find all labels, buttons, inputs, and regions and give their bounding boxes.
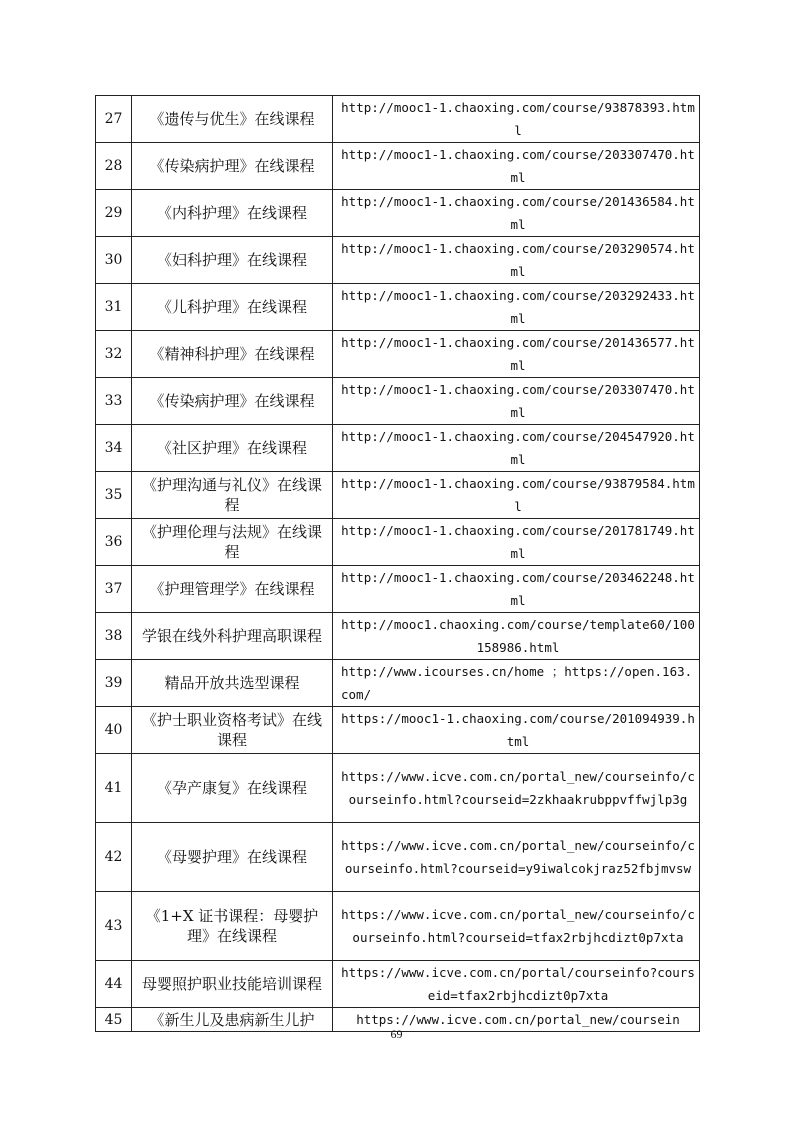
course-table — [95, 95, 700, 1032]
course-name: 《1+X 证书课程：母婴护理》在线课程 — [132, 892, 333, 961]
row-number: 44 — [96, 961, 132, 1008]
course-name: 精品开放共选型课程 — [132, 660, 333, 707]
course-name: 《护理沟通与礼仪》在线课程 — [132, 472, 333, 519]
table-row — [96, 961, 700, 1008]
course-name: 《儿科护理》在线课程 — [132, 284, 333, 331]
course-table-body — [96, 96, 700, 1032]
row-number: 45 — [96, 1008, 132, 1032]
row-number: 34 — [96, 425, 132, 472]
course-url: https://www.icve.com.cn/portal_new/courseinfo/courseinfo.html?courseid=2zkhaakrubppvffwjlp3g — [333, 754, 700, 823]
course-name: 《遗传与优生》在线课程 — [132, 96, 333, 143]
table-row — [96, 519, 700, 566]
row-number: 38 — [96, 613, 132, 660]
row-number: 27 — [96, 96, 132, 143]
table-row — [96, 892, 700, 961]
course-name: 《内科护理》在线课程 — [132, 190, 333, 237]
course-url: http://mooc1-1.chaoxing.com/course/203307470.html — [333, 378, 700, 425]
course-url: http://www.icourses.cn/home ；https://open.163.com/ — [333, 660, 700, 707]
course-name: 《妇科护理》在线课程 — [132, 237, 333, 284]
course-url: http://mooc1-1.chaoxing.com/course/93878393.html — [333, 96, 700, 143]
course-url: https://www.icve.com.cn/portal_new/coursein — [333, 1008, 700, 1032]
course-url: http://mooc1-1.chaoxing.com/course/203292433.html — [333, 284, 700, 331]
row-number: 32 — [96, 331, 132, 378]
row-number: 30 — [96, 237, 132, 284]
course-name: 《社区护理》在线课程 — [132, 425, 333, 472]
course-name: 《护理管理学》在线课程 — [132, 566, 333, 613]
course-url: http://mooc1-1.chaoxing.com/course/201436584.html — [333, 190, 700, 237]
table-row — [96, 660, 700, 707]
table-row — [96, 96, 700, 143]
table-row — [96, 566, 700, 613]
course-url: https://mooc1-1.chaoxing.com/course/201094939.html — [333, 707, 700, 754]
course-name: 《传染病护理》在线课程 — [132, 143, 333, 190]
table-row — [96, 472, 700, 519]
course-url: http://mooc1-1.chaoxing.com/course/203462248.html — [333, 566, 700, 613]
course-url: http://mooc1-1.chaoxing.com/course/93879584.html — [333, 472, 700, 519]
course-name: 《新生儿及患病新生儿护 — [132, 1008, 333, 1032]
table-row — [96, 284, 700, 331]
course-name: 《孕产康复》在线课程 — [132, 754, 333, 823]
course-url: https://www.icve.com.cn/portal_new/courseinfo/courseinfo.html?courseid=y9iwalcokjraz52fbjmvsw — [333, 823, 700, 892]
table-row — [96, 378, 700, 425]
course-url: https://www.icve.com.cn/portal_new/courseinfo/courseinfo.html?courseid=tfax2rbjhcdizt0p7xta — [333, 892, 700, 961]
row-number: 40 — [96, 707, 132, 754]
table-row — [96, 707, 700, 754]
table-row — [96, 823, 700, 892]
course-url: http://mooc1-1.chaoxing.com/course/203307470.html — [333, 143, 700, 190]
course-name: 学银在线外科护理高职课程 — [132, 613, 333, 660]
course-name: 《母婴护理》在线课程 — [132, 823, 333, 892]
row-number: 29 — [96, 190, 132, 237]
course-url: http://mooc1-1.chaoxing.com/course/204547920.html — [333, 425, 700, 472]
row-number: 36 — [96, 519, 132, 566]
table-row — [96, 331, 700, 378]
course-url: https://www.icve.com.cn/portal/courseinfo?courseid=tfax2rbjhcdizt0p7xta — [333, 961, 700, 1008]
table-row — [96, 425, 700, 472]
table-row — [96, 190, 700, 237]
table-row — [96, 754, 700, 823]
row-number: 42 — [96, 823, 132, 892]
page-number: 69 — [390, 1027, 403, 1041]
row-number: 41 — [96, 754, 132, 823]
course-name: 《精神科护理》在线课程 — [132, 331, 333, 378]
row-number: 28 — [96, 143, 132, 190]
course-name: 《传染病护理》在线课程 — [132, 378, 333, 425]
course-name: 《护理伦理与法规》在线课程 — [132, 519, 333, 566]
row-number: 31 — [96, 284, 132, 331]
course-url: http://mooc1-1.chaoxing.com/course/201436577.html — [333, 331, 700, 378]
course-url: http://mooc1-1.chaoxing.com/course/201781749.html — [333, 519, 700, 566]
course-url: http://mooc1-1.chaoxing.com/course/203290574.html — [333, 237, 700, 284]
row-number: 43 — [96, 892, 132, 961]
row-number: 33 — [96, 378, 132, 425]
row-number: 37 — [96, 566, 132, 613]
table-row — [96, 143, 700, 190]
course-url: http://mooc1.chaoxing.com/course/template60/100158986.html — [333, 613, 700, 660]
course-name: 母婴照护职业技能培训课程 — [132, 961, 333, 1008]
table-row — [96, 237, 700, 284]
row-number: 35 — [96, 472, 132, 519]
table-row — [96, 613, 700, 660]
course-name: 《护士职业资格考试》在线课程 — [132, 707, 333, 754]
row-number: 39 — [96, 660, 132, 707]
